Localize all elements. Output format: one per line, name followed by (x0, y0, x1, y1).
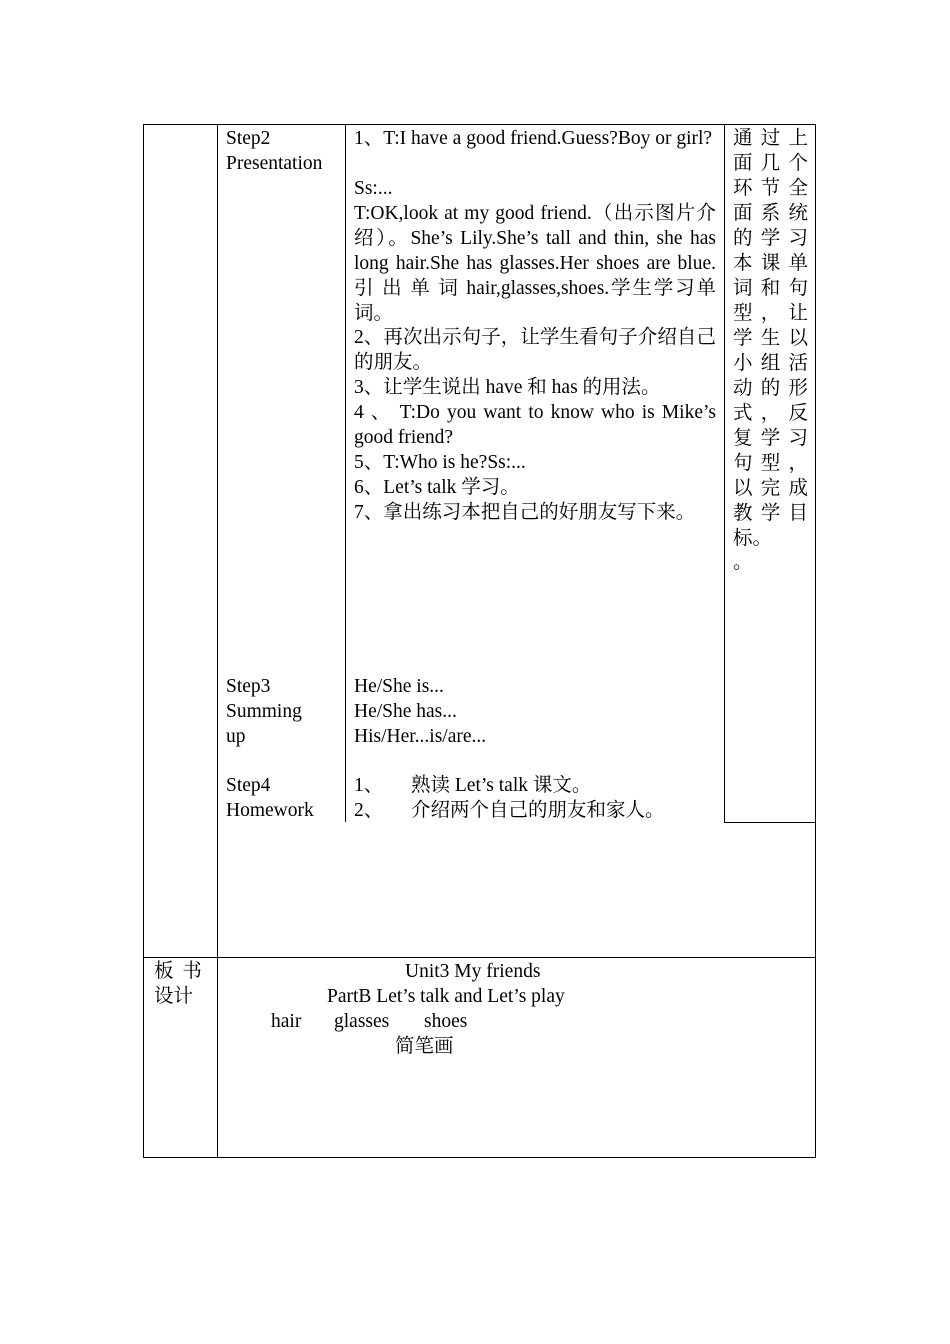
step2-label: Step2 (226, 128, 271, 149)
homework-item-1-num: 1、 (354, 775, 384, 796)
step2-content-8: 6、Let’s talk 学习。 (354, 477, 520, 498)
step2-content-5: 3、让学生说出 have 和 has 的用法。 (354, 377, 661, 398)
step2-content-9: 7、拿出练习本把自己的好朋友写下来。 (354, 502, 696, 523)
step3-content-1: He/She is... (354, 676, 444, 697)
teaching-note-tail: 。 (733, 552, 753, 573)
note-cell-bottom (724, 822, 816, 823)
board-title: Unit3 My friends (405, 961, 541, 982)
column-divider-label (217, 124, 218, 1158)
board-label-sub: 设计 (154, 986, 194, 1007)
table-right-border (815, 124, 816, 1158)
board-label: 板 书 (154, 961, 204, 982)
step2-content-7: 5、T:Who is he?Ss:... (354, 452, 526, 473)
homework-item-2-num: 2、 (354, 800, 384, 821)
table-left-border (143, 124, 144, 1158)
homework-item-2-text: 介绍两个自己的朋友和家人。 (411, 800, 665, 821)
board-row-top (143, 957, 816, 958)
table-top-border (143, 124, 816, 125)
column-divider-content (345, 124, 346, 822)
step2-content-3: T:OK,look at my good friend.（出示图片介绍）。She’s Lily.She’s tall and thin, she has long hair.She has glasses.Her shoes are blue. 引 出 单 词 hair,glasses,shoes.学生学习单词。 (354, 203, 716, 324)
board-subtitle: PartB Let’s talk and Let’s play (327, 986, 565, 1007)
board-word-shoes: shoes (424, 1011, 468, 1032)
step3-label-sub2: up (226, 726, 246, 747)
board-word-glasses: glasses (334, 1011, 390, 1032)
column-divider-note (724, 124, 725, 822)
step2-content-6: 4 、 T:Do you want to know who is Mike’s good friend? (354, 402, 716, 448)
homework-item-1-text: 熟读 Let’s talk 课文。 (411, 775, 592, 796)
step2-content-2: Ss:... (354, 178, 393, 199)
step2-content-4: 2、再次出示句子，让学生看句子介绍自己的朋友。 (354, 327, 716, 373)
step2-label-sub: Presentation (226, 153, 323, 174)
table-bottom-border (143, 1157, 816, 1158)
step3-content-2: He/She has... (354, 701, 457, 722)
board-drawing: 简笔画 (395, 1036, 454, 1057)
step4-label-sub: Homework (226, 800, 314, 821)
step4-label: Step4 (226, 775, 271, 796)
step3-content-3: His/Her...is/are... (354, 726, 487, 747)
step2-content-1: 1、T:I have a good friend.Guess?Boy or girl? (354, 128, 713, 149)
teaching-note: 通过上面几个环节全面系统的学习本课单词和句型，让学生以小组活动的形式，反复学习句型，以完成教学目标。 (733, 128, 808, 549)
board-word-hair: hair (271, 1011, 302, 1032)
step3-label: Step3 (226, 676, 271, 697)
step3-label-sub: Summing (226, 701, 302, 722)
